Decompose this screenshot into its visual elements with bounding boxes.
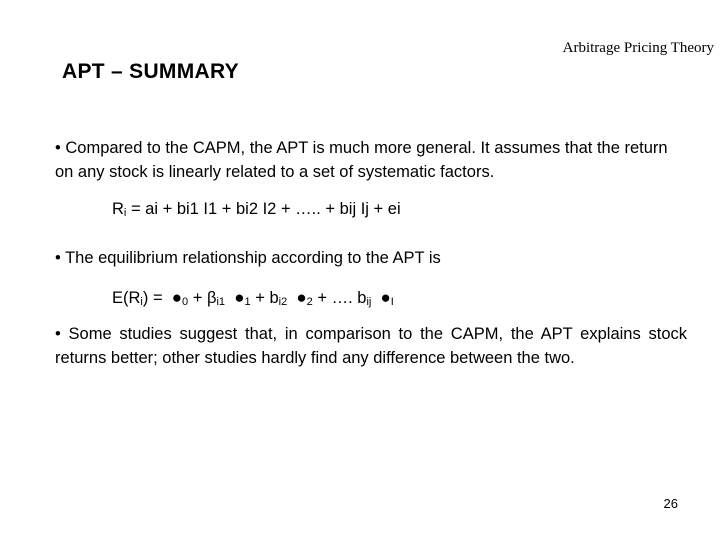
equilibrium-formula	[112, 288, 394, 308]
bullet-capm-comparison: • Compared to the CAPM, the APT is much more general. It assumes that the return on any stock is linearly related to a set of systematic factors.	[55, 139, 668, 181]
lambda-symbol-icon: ●	[234, 288, 245, 307]
slide-title: APT – SUMMARY	[62, 60, 239, 83]
slide-header: Arbitrage Pricing Theory	[562, 40, 714, 56]
lambda-symbol-icon: ●	[296, 288, 307, 307]
page-number: 26	[663, 496, 678, 511]
lambda-1-subscript: 1	[244, 296, 251, 308]
formula-r-subscript: i	[123, 207, 127, 219]
formula-rhs: = ai + bi1 I1 + bi2 I2 + ….. + bij Ij + ei	[126, 200, 401, 218]
b-ij-subscript: ij	[366, 296, 372, 308]
lambda-0-subscript: 0	[182, 296, 189, 308]
formula-plus-b: + b	[255, 289, 279, 307]
return-formula	[112, 200, 401, 219]
formula-lhs-end: ) =	[142, 289, 163, 307]
bullet-equilibrium: • The equilibrium relationship according to the APT is	[55, 249, 441, 267]
lambda-symbol-icon: ●	[380, 288, 391, 307]
formula-lhs-subscript: i	[140, 296, 143, 308]
bullet-empirical-studies: • Some studies suggest that, in comparison to the CAPM, the APT explains stock returns better; other studies hardly find any difference between the two.	[55, 325, 687, 367]
lambda-2-subscript: 2	[306, 296, 313, 308]
lambda-i-subscript: I	[390, 296, 394, 308]
lambda-symbol-icon: ●	[171, 288, 183, 307]
b-i2-subscript: i2	[278, 296, 288, 308]
beta-subscript: i1	[216, 296, 226, 308]
formula-plus-beta: + β	[192, 289, 217, 307]
formula-lhs: E(R	[112, 289, 141, 307]
formula-r: R	[112, 200, 124, 218]
formula-ellipsis-b: + …. b	[317, 289, 367, 307]
